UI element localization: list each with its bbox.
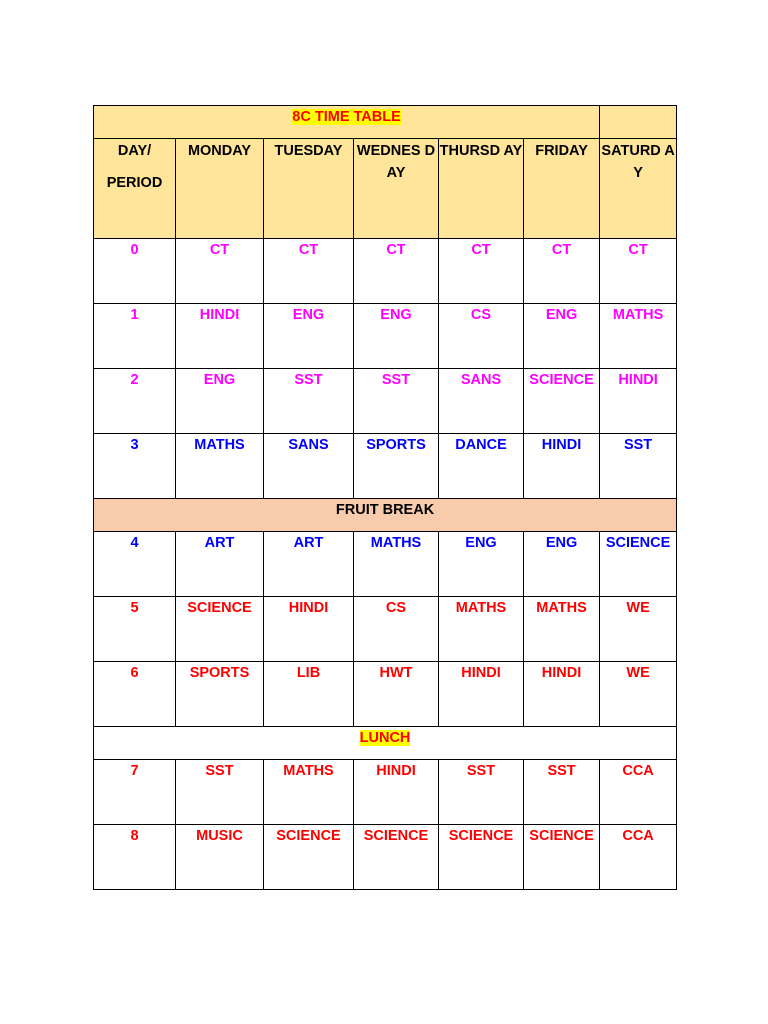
header-tuesday: TUESDAY bbox=[264, 139, 354, 239]
subject-cell: HINDI bbox=[264, 597, 354, 662]
period-cell: 2 bbox=[94, 369, 176, 434]
subject-cell: SST bbox=[264, 369, 354, 434]
subject-cell: LIB bbox=[264, 662, 354, 727]
subject-cell: MATHS bbox=[354, 532, 439, 597]
header-thursday: THURSD AY bbox=[439, 139, 524, 239]
table-row bbox=[94, 662, 677, 727]
header-wednesday: WEDNES DAY bbox=[354, 139, 439, 239]
subject-cell: HINDI bbox=[439, 662, 524, 727]
subject-cell: SPORTS bbox=[354, 434, 439, 499]
subject-cell: ENG bbox=[524, 532, 600, 597]
period-cell: 4 bbox=[94, 532, 176, 597]
table-row bbox=[94, 239, 677, 304]
header-day-label: DAY/ bbox=[117, 143, 152, 159]
table-row bbox=[94, 434, 677, 499]
subject-cell: SST bbox=[600, 434, 677, 499]
lunch-row bbox=[94, 727, 677, 760]
subject-cell: CS bbox=[354, 597, 439, 662]
subject-cell: HINDI bbox=[176, 304, 264, 369]
subject-cell: CT bbox=[524, 239, 600, 304]
table-row bbox=[94, 825, 677, 890]
table-row bbox=[94, 532, 677, 597]
lunch-cell bbox=[94, 727, 677, 760]
subject-cell: MATHS bbox=[600, 304, 677, 369]
lunch-label: LUNCH bbox=[359, 730, 411, 746]
subject-cell: ENG bbox=[439, 532, 524, 597]
subject-cell: WE bbox=[600, 662, 677, 727]
subject-cell: SCIENCE bbox=[354, 825, 439, 890]
period-cell: 7 bbox=[94, 760, 176, 825]
period-cell: 3 bbox=[94, 434, 176, 499]
subject-cell: CT bbox=[439, 239, 524, 304]
header-period-label: PERIOD bbox=[106, 175, 163, 191]
subject-cell: ART bbox=[264, 532, 354, 597]
table-title: 8C TIME TABLE bbox=[292, 109, 401, 125]
subject-cell: SST bbox=[439, 760, 524, 825]
subject-cell: ENG bbox=[524, 304, 600, 369]
subject-cell: CCA bbox=[600, 825, 677, 890]
period-cell: 8 bbox=[94, 825, 176, 890]
subject-cell: MATHS bbox=[176, 434, 264, 499]
subject-cell: CT bbox=[354, 239, 439, 304]
subject-cell: ENG bbox=[264, 304, 354, 369]
period-cell: 6 bbox=[94, 662, 176, 727]
fruit-break-label: FRUIT BREAK bbox=[94, 499, 677, 532]
subject-cell: SCIENCE bbox=[264, 825, 354, 890]
subject-cell: SCIENCE bbox=[439, 825, 524, 890]
subject-cell: MATHS bbox=[439, 597, 524, 662]
subject-cell: CT bbox=[176, 239, 264, 304]
period-cell: 0 bbox=[94, 239, 176, 304]
subject-cell: MATHS bbox=[524, 597, 600, 662]
title-empty-cell bbox=[600, 106, 677, 139]
table-row bbox=[94, 760, 677, 825]
table-title-cell bbox=[94, 106, 600, 139]
subject-cell: HINDI bbox=[524, 662, 600, 727]
subject-cell: HINDI bbox=[600, 369, 677, 434]
subject-cell: CCA bbox=[600, 760, 677, 825]
header-day-period bbox=[94, 139, 176, 239]
subject-cell: MATHS bbox=[264, 760, 354, 825]
header-row bbox=[94, 139, 677, 239]
subject-cell: CT bbox=[600, 239, 677, 304]
subject-cell: SCIENCE bbox=[524, 825, 600, 890]
subject-cell: SST bbox=[176, 760, 264, 825]
header-friday: FRIDAY bbox=[524, 139, 600, 239]
subject-cell: ENG bbox=[354, 304, 439, 369]
subject-cell: SST bbox=[524, 760, 600, 825]
subject-cell: HINDI bbox=[524, 434, 600, 499]
period-cell: 1 bbox=[94, 304, 176, 369]
subject-cell: HWT bbox=[354, 662, 439, 727]
subject-cell: ART bbox=[176, 532, 264, 597]
subject-cell: DANCE bbox=[439, 434, 524, 499]
subject-cell: SCIENCE bbox=[524, 369, 600, 434]
subject-cell: CS bbox=[439, 304, 524, 369]
timetable bbox=[93, 105, 677, 890]
subject-cell: SPORTS bbox=[176, 662, 264, 727]
subject-cell: SANS bbox=[439, 369, 524, 434]
subject-cell: CT bbox=[264, 239, 354, 304]
subject-cell: SANS bbox=[264, 434, 354, 499]
subject-cell: MUSIC bbox=[176, 825, 264, 890]
fruit-break-row bbox=[94, 499, 677, 532]
title-row bbox=[94, 106, 677, 139]
subject-cell: ENG bbox=[176, 369, 264, 434]
subject-cell: SCIENCE bbox=[176, 597, 264, 662]
subject-cell: HINDI bbox=[354, 760, 439, 825]
table-row bbox=[94, 369, 677, 434]
table-row bbox=[94, 304, 677, 369]
subject-cell: WE bbox=[600, 597, 677, 662]
table-row bbox=[94, 597, 677, 662]
header-saturday: SATURD AY bbox=[600, 139, 677, 239]
subject-cell: SST bbox=[354, 369, 439, 434]
subject-cell: SCIENCE bbox=[600, 532, 677, 597]
header-monday: MONDAY bbox=[176, 139, 264, 239]
period-cell: 5 bbox=[94, 597, 176, 662]
